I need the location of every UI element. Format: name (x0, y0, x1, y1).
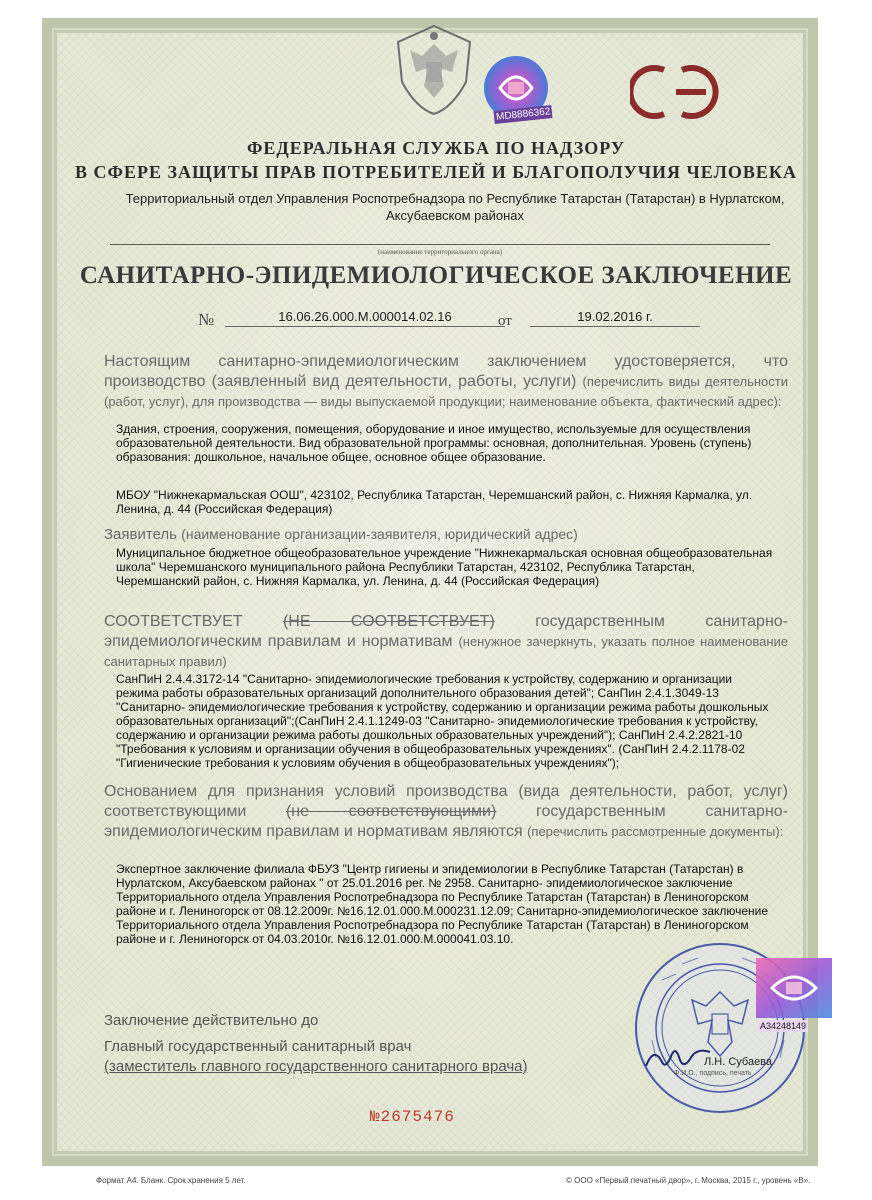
validity-label: Заключение действительно до (104, 1012, 319, 1029)
agency-title-line1: ФЕДЕРАЛЬНАЯ СЛУЖБА ПО НАДЗОРУ (246, 138, 626, 158)
activity-description: Здания, строения, сооружения, помещения, оборудование и иное имущество, используемые для осуществления образовательной деятельности. Вид образовательной программы: основная, дополнительная. Уровень (ступень) образования: дошкольное, начальное общее, основное общее образование. (116, 422, 752, 464)
applicant-hint: (наименование организации-заявителя, юридический адрес) (181, 526, 578, 542)
number-symbol: № (198, 310, 215, 329)
grounds-rest: государственным санитарно-эпидемиологическим правилам и нормативам являются (104, 803, 788, 840)
blank-serial-number: №2675476 (370, 1108, 455, 1126)
date-prefix: от (498, 313, 512, 329)
department-underline (110, 244, 770, 245)
hologram-bottom-code: A34248149 (760, 1021, 807, 1031)
section-compliance (104, 612, 788, 672)
grounds-hint: (перечислить рассмотренные документы): (527, 824, 784, 839)
signer-name: Л.Н. Субаева (704, 1056, 773, 1068)
compliance-hint: (ненужное зачеркнуть, указать полное наименование санитарных правил) (104, 634, 788, 669)
conclusion-number: 16.06.26.000.М.000014.02.16 (225, 309, 505, 327)
signature-hint: Ф.И.О., подпись, печать (674, 1070, 752, 1077)
activity-lead-text: Настоящим санитарно-эпидемиологическим заключением удостоверяется, что производство (заявленный вид деятельности, работы, услуги) (104, 353, 788, 390)
deputy-doctor-title: (заместитель главного государственного санитарного врача) (104, 1058, 528, 1075)
footer-printer: © ООО «Первый печатный двор», г. Москва, 2015 г., уровень «В». (566, 1176, 811, 1185)
applicant-heading (104, 526, 788, 543)
hologram-top (474, 52, 564, 132)
compliance-rest: государственным санитарно-эпидемиологическим правилам и нормативам (104, 613, 788, 650)
object-address: МБОУ "Нижнекармальская ООШ", 423102, Республика Татарстан, Черемшанский район, с. Нижняя Кармалка, ул. Ленина, д. 44 (Российская Федерация) (116, 488, 753, 516)
compliance-struck: (НЕ СООТВЕТСТВУЕТ) (282, 613, 495, 630)
grounds-lead: Основанием для признания условий производства (вида деятельности, работ, услуг) соответствующими (104, 783, 788, 820)
footer-format: Формат А4. Бланк. Срок хранения 5 лет. (96, 1176, 246, 1185)
hologram-top-code: MD8886362 (493, 105, 553, 124)
conformity-mark-icon (630, 62, 740, 122)
conclusion-date: 19.02.2016 г. (530, 309, 700, 327)
grounds-documents: Экспертное заключение филиала ФБУЗ "Центр гигиены и эпидемиологии в Республике Татарстан (Татарстан) в Нурлатском, Аксубаевском районах " от 25.01.2016 рег. № 2958. Санитарно- эпидемиологическое заключение Территориального отдела Управления Роспотребнадзора по Республике Татарстан (Татарстан) в Лениногорском районе и г. Лениногорск от 08.12.2009г. №16.12.01.000.М.000231.12.09; Санитарно-эпидемиологическое заключение Территориального отдела Управления Роспотребнадзора по Республике Татарстан (Татарстан) в Лениногорском районе и г. Лениногорск от 04.03.2010г. №16.12.01.000.М.000041.03.10. (116, 862, 769, 946)
chief-doctor-title: Главный государственный санитарный врач (104, 1038, 412, 1055)
document-title: САНИТАРНО-ЭПИДЕМИОЛОГИЧЕСКОЕ ЗАКЛЮЧЕНИЕ (79, 262, 793, 289)
applicant-label: Заявитель (104, 526, 177, 543)
agency-title-line2: В СФЕРЕ ЗАЩИТЫ ПРАВ ПОТРЕБИТЕЛЕЙ И БЛАГОПОЛУЧИЯ ЧЕЛОВЕКА (75, 162, 797, 182)
section-grounds (104, 782, 788, 842)
applicant-details: Муниципальное бюджетное общеобразовательное учреждение "Нижнекармальская основная общеобразовательная школа" Черемшанского муниципального района Республики Татарстан, 423102, Республика Татарстан, Черемшанский район, с. Нижняя Кармалка, ул. Ленина, д. 44 (Российская Федерация) (116, 546, 773, 588)
hologram-bottom (752, 956, 836, 1036)
compliance-word: СООТВЕТСТВУЕТ (104, 613, 243, 630)
sanitary-rules-list: СанПиН 2.4.4.3172-14 "Санитарно- эпидемиологические требования к устройству, содержанию и организации режима работы образовательных организаций дополнительного образования детей"; СанПин 2.4.1.3049-13 "Санитарно- эпидемиологические требования к устройству, содержанию и организации режима работы дошкольных образовательных организаций";(СанПиН 2.4.1.1249-03 "Санитарно- эпидемиологические требования к устройству, содержанию и организации режима работы дошкольных образовательных учреждений"); СанПиН 2.4.2.2821-10 "Требования к условиям и организации обучения в общеобразовательных учреждениях". (СанПиН 2.4.2.1178-02 "Гигиенические требования к условиям обучения в общеобразовательных учреждениях"); (116, 672, 769, 770)
territorial-department: Территориальный отдел Управления Роспотребнадзора по Республике Татарстан (Татарстан) в Нурлатском, Аксубаевском районах (125, 191, 785, 223)
eagle-emblem-icon (392, 22, 476, 118)
grounds-struck: (не соответствующими) (285, 803, 497, 820)
hologram-bottom-icon (752, 956, 836, 1020)
department-hint: (наименование территориального органа) (377, 248, 503, 256)
activity-hint: (перечислить виды деятельности (работ, услуг), для производства — виды выпускаемой продукции; наименование объекта, фактический адрес): (104, 374, 788, 409)
section-activity-lead (104, 352, 788, 412)
